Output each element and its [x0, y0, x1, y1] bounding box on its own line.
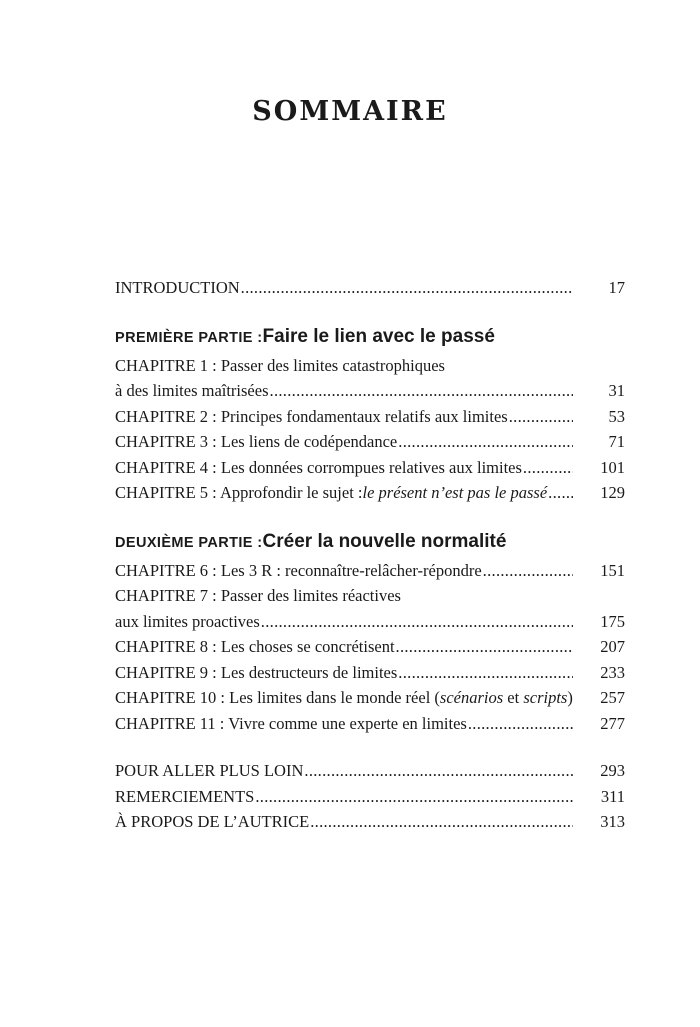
page-title: SOMMAIRE — [252, 96, 448, 127]
toc-entry-label: aux limites proactives — [115, 611, 260, 631]
toc-entry-chapter-11 — [115, 714, 625, 740]
part-title: Faire le lien avec le passé — [262, 325, 495, 347]
toc-entry-label: CHAPITRE 6 : Les 3 R : reconnaître-relâcher-répondre — [115, 560, 482, 580]
part-heading-2 — [115, 531, 625, 561]
toc-entry-label: CHAPITRE 2 : Principes fondamentaux relatifs aux limites — [115, 406, 508, 426]
toc-entry-label: POUR ALLER PLUS LOIN — [115, 761, 304, 780]
toc-entry-label: CHAPITRE 11 : Vivre comme une experte en limites — [115, 713, 467, 733]
dot-leader — [523, 458, 573, 478]
toc-entry-pour-aller-plus-loin — [115, 761, 625, 787]
toc-entry-label: CHAPITRE 10 : Les limites dans le monde réel ( — [115, 688, 440, 707]
toc-page-number: 151 — [600, 560, 625, 580]
part-label: PREMIÈRE PARTIE : — [115, 329, 263, 346]
dot-leader — [304, 761, 573, 781]
dot-leader — [310, 812, 573, 832]
toc-entry-chapter-9 — [115, 663, 625, 689]
dot-leader — [483, 561, 573, 581]
toc-entry-chapter-7-line-1 — [115, 586, 625, 612]
toc-entry-label-italic: scripts — [523, 688, 568, 707]
toc-entry-label: CHAPITRE 1 : Passer des limites catastrophiques — [115, 355, 445, 375]
toc-entry-label: À PROPOS DE L’AUTRICE — [115, 812, 310, 831]
toc-entry-introduction — [115, 278, 625, 304]
dot-leader — [398, 663, 573, 683]
toc-entry-chapter-3 — [115, 432, 625, 458]
toc-entry-chapter-4 — [115, 458, 625, 484]
toc-page-number: 129 — [600, 483, 625, 502]
toc-entry-label: CHAPITRE 7 : Passer des limites réactives — [115, 586, 401, 605]
dot-leader — [398, 432, 573, 452]
toc-entry-a-propos — [115, 812, 625, 838]
toc-page-number: 277 — [600, 713, 625, 733]
toc-page-number: 175 — [600, 611, 625, 631]
toc-entry-label: INTRODUCTION — [115, 278, 240, 297]
dot-leader — [509, 407, 573, 427]
toc-entry-chapter-10 — [115, 688, 625, 714]
table-of-contents — [115, 278, 625, 838]
toc-page-number: 293 — [600, 761, 625, 780]
toc-entry-chapter-1-line-1 — [115, 356, 625, 382]
toc-entry-label: CHAPITRE 8 : Les choses se concrétisent — [115, 637, 395, 656]
toc-page-number: 313 — [600, 812, 625, 831]
toc-entry-label: REMERCIEMENTS — [115, 786, 255, 806]
toc-page-number: 233 — [600, 662, 625, 682]
toc-entry-label-italic: le présent n’est pas le passé — [362, 483, 548, 502]
toc-entry-label: CHAPITRE 3 : Les liens de codépendance — [115, 432, 398, 451]
toc-entry-chapter-8 — [115, 637, 625, 663]
toc-page-number: 53 — [608, 406, 625, 426]
dot-leader — [241, 278, 573, 298]
toc-page-number: 71 — [608, 432, 625, 451]
part-title: Créer la nouvelle normalité — [262, 530, 507, 552]
dot-leader — [255, 787, 573, 807]
toc-page-number: 17 — [608, 278, 625, 297]
toc-entry-chapter-1-line-2 — [115, 381, 625, 407]
toc-entry-label: à des limites maîtrisées — [115, 381, 269, 400]
toc-page-number: 31 — [608, 381, 625, 400]
toc-page-number: 101 — [600, 457, 625, 477]
toc-page-number: 257 — [600, 688, 625, 707]
toc-entry-chapter-7-line-2 — [115, 612, 625, 638]
dot-leader — [261, 612, 573, 632]
toc-page-number: 207 — [600, 637, 625, 656]
dot-leader — [468, 714, 573, 734]
toc-entry-label: et — [503, 688, 524, 707]
toc-entry-label-italic: scénarios — [439, 688, 504, 707]
toc-entry-label: ) — [567, 688, 573, 707]
part-heading-1 — [115, 326, 625, 356]
toc-entry-label: CHAPITRE 9 : Les destructeurs de limites — [115, 662, 398, 682]
toc-entry-label: CHAPITRE 5 : Approfondir le sujet : — [115, 483, 363, 502]
toc-entry-remerciements — [115, 787, 625, 813]
toc-entry-label: CHAPITRE 4 : Les données corrompues relatives aux limites — [115, 457, 522, 477]
toc-page-number: 311 — [600, 786, 625, 806]
section-gap — [115, 739, 625, 761]
toc-entry-chapter-2 — [115, 407, 625, 433]
dot-leader — [396, 637, 573, 657]
toc-entry-chapter-6 — [115, 561, 625, 587]
dot-leader — [548, 483, 573, 503]
toc-entry-chapter-5 — [115, 483, 625, 509]
part-label: DEUXIÈME PARTIE : — [115, 534, 263, 551]
dot-leader — [270, 381, 573, 401]
